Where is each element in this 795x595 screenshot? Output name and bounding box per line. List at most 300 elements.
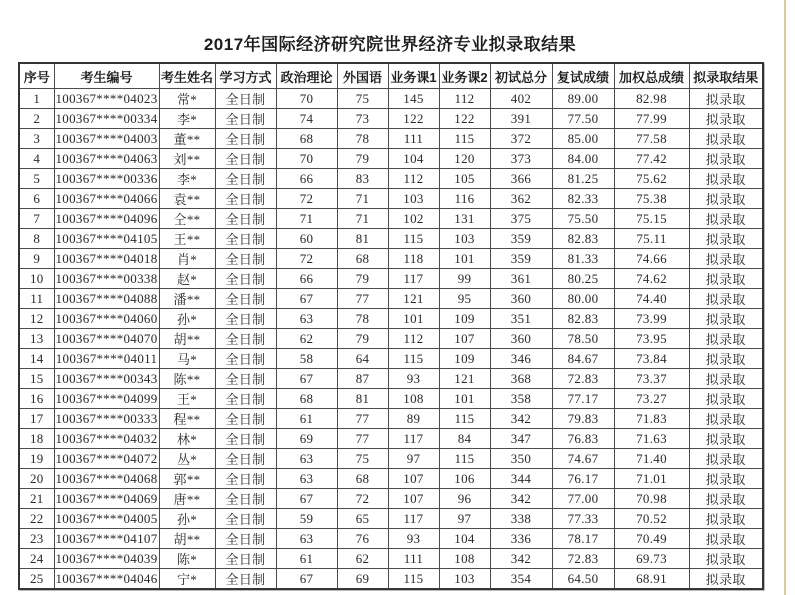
table-cell: 82.33 xyxy=(552,189,614,209)
table-cell: 100367****04070 xyxy=(54,329,159,349)
table-row xyxy=(19,129,763,149)
table-cell: 117 xyxy=(388,269,439,289)
table-cell: 108 xyxy=(439,549,490,569)
table-cell: 拟录取 xyxy=(689,529,763,549)
table-cell: 73.99 xyxy=(614,309,689,329)
table-cell: 78 xyxy=(337,309,388,329)
table-cell: 107 xyxy=(439,329,490,349)
table-cell: 李* xyxy=(159,169,215,189)
table-cell: 342 xyxy=(490,489,552,509)
table-cell: 潘** xyxy=(159,289,215,309)
table-row xyxy=(19,349,763,369)
table-cell: 391 xyxy=(490,109,552,129)
table-row xyxy=(19,149,763,169)
table-cell: 108 xyxy=(388,389,439,409)
table-row xyxy=(19,549,763,569)
table-cell: 361 xyxy=(490,269,552,289)
table-cell: 100367****04018 xyxy=(54,249,159,269)
table-cell: 115 xyxy=(388,229,439,249)
table-cell: 拟录取 xyxy=(689,469,763,489)
table-cell: 11 xyxy=(19,289,54,309)
table-cell: 100367****00343 xyxy=(54,369,159,389)
table-cell: 77.17 xyxy=(552,389,614,409)
table-cell: 拟录取 xyxy=(689,229,763,249)
table-cell: 17 xyxy=(19,409,54,429)
table-cell: 全日制 xyxy=(215,569,276,590)
column-header: 考生编号 xyxy=(54,63,159,89)
table-cell: 100367****04060 xyxy=(54,309,159,329)
table-cell: 100367****00338 xyxy=(54,269,159,289)
table-cell: 115 xyxy=(439,409,490,429)
table-cell: 68 xyxy=(337,249,388,269)
table-cell: 63 xyxy=(276,469,337,489)
table-cell: 常* xyxy=(159,89,215,109)
table-row xyxy=(19,109,763,129)
table-cell: 58 xyxy=(276,349,337,369)
table-cell: 1 xyxy=(19,89,54,109)
table-cell: 70 xyxy=(276,89,337,109)
table-cell: 82.83 xyxy=(552,309,614,329)
table-cell: 72 xyxy=(276,249,337,269)
table-row xyxy=(19,469,763,489)
table-cell: 67 xyxy=(276,289,337,309)
table-cell: 拟录取 xyxy=(689,329,763,349)
table-cell: 69.73 xyxy=(614,549,689,569)
column-header: 考生姓名 xyxy=(159,63,215,89)
table-cell: 全日制 xyxy=(215,269,276,289)
table-cell: 78.17 xyxy=(552,529,614,549)
table-cell: 75.62 xyxy=(614,169,689,189)
table-cell: 宁* xyxy=(159,569,215,590)
table-cell: 拟录取 xyxy=(689,109,763,129)
table-cell: 112 xyxy=(388,169,439,189)
table-cell: 373 xyxy=(490,149,552,169)
table-cell: 78 xyxy=(337,129,388,149)
table-cell: 111 xyxy=(388,549,439,569)
table-cell: 李* xyxy=(159,109,215,129)
table-row xyxy=(19,209,763,229)
table-cell: 71.83 xyxy=(614,409,689,429)
table-cell: 100367****04068 xyxy=(54,469,159,489)
table-cell: 121 xyxy=(439,369,490,389)
table-cell: 13 xyxy=(19,329,54,349)
table-cell: 84.00 xyxy=(552,149,614,169)
table-cell: 100367****04099 xyxy=(54,389,159,409)
table-cell: 145 xyxy=(388,89,439,109)
table-cell: 358 xyxy=(490,389,552,409)
table-cell: 69 xyxy=(276,429,337,449)
table-cell: 354 xyxy=(490,569,552,590)
page-title: 2017年国际经济研究院世界经济专业拟录取结果 xyxy=(203,35,577,54)
table-cell: 全日制 xyxy=(215,189,276,209)
table-cell: 全日制 xyxy=(215,449,276,469)
table-cell: 73.37 xyxy=(614,369,689,389)
table-cell: 100367****04088 xyxy=(54,289,159,309)
table-cell: 71 xyxy=(337,209,388,229)
table-cell: 全日制 xyxy=(215,209,276,229)
table-cell: 拟录取 xyxy=(689,449,763,469)
table-cell: 347 xyxy=(490,429,552,449)
column-header: 加权总成绩 xyxy=(614,63,689,89)
table-cell: 拟录取 xyxy=(689,569,763,590)
table-cell: 68 xyxy=(337,469,388,489)
table-cell: 75.38 xyxy=(614,189,689,209)
table-cell: 346 xyxy=(490,349,552,369)
table-cell: 93 xyxy=(388,369,439,389)
table-cell: 120 xyxy=(439,149,490,169)
table-cell: 拟录取 xyxy=(689,209,763,229)
table-cell: 100367****04011 xyxy=(54,349,159,369)
table-cell: 100367****04072 xyxy=(54,449,159,469)
header-row xyxy=(19,63,763,89)
table-cell: 全日制 xyxy=(215,369,276,389)
table-cell: 全日制 xyxy=(215,429,276,449)
table-cell: 72 xyxy=(337,489,388,509)
table-cell: 程** xyxy=(159,409,215,429)
table-cell: 全日制 xyxy=(215,109,276,129)
table-cell: 胡** xyxy=(159,329,215,349)
table-row xyxy=(19,329,763,349)
table-cell: 全日制 xyxy=(215,509,276,529)
table-cell: 95 xyxy=(439,289,490,309)
table-cell: 全日制 xyxy=(215,409,276,429)
table-cell: 62 xyxy=(337,549,388,569)
table-cell: 89 xyxy=(388,409,439,429)
table-cell: 342 xyxy=(490,409,552,429)
table-cell: 2 xyxy=(19,109,54,129)
table-cell: 5 xyxy=(19,169,54,189)
table-cell: 117 xyxy=(388,509,439,529)
table-cell: 74.40 xyxy=(614,289,689,309)
table-cell: 360 xyxy=(490,329,552,349)
table-cell: 72.83 xyxy=(552,549,614,569)
table-cell: 59 xyxy=(276,509,337,529)
table-cell: 77.42 xyxy=(614,149,689,169)
table-cell: 81.33 xyxy=(552,249,614,269)
table-cell: 拟录取 xyxy=(689,509,763,529)
table-cell: 董** xyxy=(159,129,215,149)
table-cell: 80.25 xyxy=(552,269,614,289)
table-cell: 100367****04023 xyxy=(54,89,159,109)
table-cell: 10 xyxy=(19,269,54,289)
table-cell: 78.50 xyxy=(552,329,614,349)
table-cell: 76.17 xyxy=(552,469,614,489)
table-cell: 66 xyxy=(276,169,337,189)
table-cell: 100367****04069 xyxy=(54,489,159,509)
table-cell: 101 xyxy=(388,309,439,329)
column-header: 业务课2 xyxy=(439,63,490,89)
table-cell: 68.91 xyxy=(614,569,689,590)
table-cell: 72 xyxy=(276,189,337,209)
table-cell: 15 xyxy=(19,369,54,389)
table-cell: 107 xyxy=(388,469,439,489)
table-cell: 77.50 xyxy=(552,109,614,129)
table-row xyxy=(19,229,763,249)
table-cell: 6 xyxy=(19,189,54,209)
table-cell: 97 xyxy=(439,509,490,529)
table-cell: 104 xyxy=(388,149,439,169)
table-row xyxy=(19,189,763,209)
table-cell: 375 xyxy=(490,209,552,229)
table-cell: 王** xyxy=(159,229,215,249)
table-row xyxy=(19,449,763,469)
table-cell: 117 xyxy=(388,429,439,449)
table-cell: 丛* xyxy=(159,449,215,469)
table-cell: 100367****04105 xyxy=(54,229,159,249)
table-cell: 全日制 xyxy=(215,169,276,189)
table-cell: 115 xyxy=(439,129,490,149)
table-cell: 67 xyxy=(276,569,337,590)
table-cell: 拟录取 xyxy=(689,189,763,209)
table-cell: 89.00 xyxy=(552,89,614,109)
table-cell: 112 xyxy=(388,329,439,349)
table-cell: 赵* xyxy=(159,269,215,289)
table-row xyxy=(19,269,763,289)
table-cell: 拟录取 xyxy=(689,89,763,109)
table-cell: 344 xyxy=(490,469,552,489)
column-header: 初试总分 xyxy=(490,63,552,89)
table-cell: 97 xyxy=(388,449,439,469)
table-cell: 100367****00334 xyxy=(54,109,159,129)
table-cell: 115 xyxy=(388,349,439,369)
table-cell: 100367****04005 xyxy=(54,509,159,529)
table-cell: 368 xyxy=(490,369,552,389)
table-row xyxy=(19,569,763,590)
table-cell: 70.49 xyxy=(614,529,689,549)
table-cell: 76 xyxy=(337,529,388,549)
table-cell: 21 xyxy=(19,489,54,509)
table-cell: 372 xyxy=(490,129,552,149)
table-cell: 68 xyxy=(276,389,337,409)
table-cell: 64.50 xyxy=(552,569,614,590)
table-cell: 16 xyxy=(19,389,54,409)
table-cell: 122 xyxy=(388,109,439,129)
table-body xyxy=(19,89,763,590)
table-cell: 73 xyxy=(337,109,388,129)
table-cell: 肖* xyxy=(159,249,215,269)
table-cell: 70.52 xyxy=(614,509,689,529)
table-cell: 359 xyxy=(490,249,552,269)
table-row xyxy=(19,489,763,509)
table-cell: 85.00 xyxy=(552,129,614,149)
table-cell: 103 xyxy=(439,229,490,249)
table-cell: 103 xyxy=(388,189,439,209)
table-cell: 孙* xyxy=(159,509,215,529)
table-cell: 87 xyxy=(337,369,388,389)
table-cell: 74 xyxy=(276,109,337,129)
table-row xyxy=(19,409,763,429)
table-cell: 76.83 xyxy=(552,429,614,449)
table-cell: 拟录取 xyxy=(689,309,763,329)
table-cell: 100367****00333 xyxy=(54,409,159,429)
table-cell: 77.99 xyxy=(614,109,689,129)
table-cell: 70 xyxy=(276,149,337,169)
table-row xyxy=(19,369,763,389)
table-cell: 62 xyxy=(276,329,337,349)
table-cell: 60 xyxy=(276,229,337,249)
table-cell: 全日制 xyxy=(215,549,276,569)
table-cell: 100367****04063 xyxy=(54,149,159,169)
table-cell: 61 xyxy=(276,409,337,429)
table-cell: 4 xyxy=(19,149,54,169)
table-cell: 全日制 xyxy=(215,349,276,369)
table-cell: 80.00 xyxy=(552,289,614,309)
table-cell: 73.27 xyxy=(614,389,689,409)
table-cell: 拟录取 xyxy=(689,129,763,149)
table-cell: 71 xyxy=(337,189,388,209)
table-cell: 77 xyxy=(337,409,388,429)
results-table xyxy=(18,62,764,590)
table-cell: 360 xyxy=(490,289,552,309)
table-cell: 拟录取 xyxy=(689,269,763,289)
table-cell: 116 xyxy=(439,189,490,209)
table-cell: 12 xyxy=(19,309,54,329)
column-header: 学习方式 xyxy=(215,63,276,89)
table-cell: 67 xyxy=(276,369,337,389)
table-cell: 111 xyxy=(388,129,439,149)
table-cell: 63 xyxy=(276,309,337,329)
table-cell: 105 xyxy=(439,169,490,189)
table-cell: 100367****04107 xyxy=(54,529,159,549)
table-cell: 104 xyxy=(439,529,490,549)
table-cell: 全日制 xyxy=(215,249,276,269)
table-cell: 79 xyxy=(337,269,388,289)
table-cell: 100367****00336 xyxy=(54,169,159,189)
table-cell: 121 xyxy=(388,289,439,309)
table-row xyxy=(19,389,763,409)
table-cell: 75 xyxy=(337,89,388,109)
table-cell: 袁** xyxy=(159,189,215,209)
table-cell: 73.95 xyxy=(614,329,689,349)
table-cell: 71 xyxy=(276,209,337,229)
table-cell: 61 xyxy=(276,549,337,569)
table-cell: 118 xyxy=(388,249,439,269)
table-cell: 全日制 xyxy=(215,289,276,309)
table-cell: 402 xyxy=(490,89,552,109)
table-cell: 拟录取 xyxy=(689,149,763,169)
table-cell: 20 xyxy=(19,469,54,489)
table-cell: 366 xyxy=(490,169,552,189)
table-cell: 70.98 xyxy=(614,489,689,509)
table-cell: 79.83 xyxy=(552,409,614,429)
table-cell: 19 xyxy=(19,449,54,469)
table-cell: 仝** xyxy=(159,209,215,229)
table-cell: 77.58 xyxy=(614,129,689,149)
table-cell: 全日制 xyxy=(215,469,276,489)
table-cell: 全日制 xyxy=(215,149,276,169)
table-row xyxy=(19,429,763,449)
table-cell: 81.25 xyxy=(552,169,614,189)
table-cell: 68 xyxy=(276,129,337,149)
table-cell: 77 xyxy=(337,289,388,309)
table-cell: 350 xyxy=(490,449,552,469)
table-cell: 82.98 xyxy=(614,89,689,109)
table-row xyxy=(19,169,763,189)
table-cell: 63 xyxy=(276,449,337,469)
column-header: 业务课1 xyxy=(388,63,439,89)
table-cell: 刘** xyxy=(159,149,215,169)
table-cell: 拟录取 xyxy=(689,289,763,309)
table-cell: 81 xyxy=(337,229,388,249)
table-cell: 338 xyxy=(490,509,552,529)
table-cell: 74.62 xyxy=(614,269,689,289)
table-cell: 79 xyxy=(337,149,388,169)
table-cell: 全日制 xyxy=(215,529,276,549)
table-cell: 全日制 xyxy=(215,309,276,329)
table-cell: 75.50 xyxy=(552,209,614,229)
table-cell: 王* xyxy=(159,389,215,409)
table-cell: 96 xyxy=(439,489,490,509)
table-cell: 拟录取 xyxy=(689,549,763,569)
table-cell: 100367****04032 xyxy=(54,429,159,449)
table-cell: 351 xyxy=(490,309,552,329)
table-cell: 99 xyxy=(439,269,490,289)
table-cell: 100367****04003 xyxy=(54,129,159,149)
table-cell: 362 xyxy=(490,189,552,209)
table-cell: 陈* xyxy=(159,549,215,569)
table-cell: 拟录取 xyxy=(689,429,763,449)
table-row xyxy=(19,249,763,269)
table-row xyxy=(19,309,763,329)
table-row xyxy=(19,289,763,309)
table-cell: 林* xyxy=(159,429,215,449)
page-edge-divider xyxy=(784,0,786,595)
table-cell: 101 xyxy=(439,389,490,409)
table-cell: 112 xyxy=(439,89,490,109)
table-cell: 全日制 xyxy=(215,229,276,249)
table-cell: 25 xyxy=(19,569,54,590)
table-cell: 75.11 xyxy=(614,229,689,249)
column-header: 拟录取结果 xyxy=(689,63,763,89)
table-cell: 拟录取 xyxy=(689,389,763,409)
column-header: 外国语 xyxy=(337,63,388,89)
table-cell: 24 xyxy=(19,549,54,569)
table-cell: 8 xyxy=(19,229,54,249)
table-cell: 336 xyxy=(490,529,552,549)
table-cell: 115 xyxy=(388,569,439,590)
table-cell: 7 xyxy=(19,209,54,229)
table-cell: 66 xyxy=(276,269,337,289)
table-cell: 74.66 xyxy=(614,249,689,269)
table-cell: 77.00 xyxy=(552,489,614,509)
table-cell: 63 xyxy=(276,529,337,549)
table-cell: 73.84 xyxy=(614,349,689,369)
table-cell: 全日制 xyxy=(215,89,276,109)
table-row xyxy=(19,509,763,529)
table-cell: 拟录取 xyxy=(689,489,763,509)
table-cell: 拟录取 xyxy=(689,409,763,429)
table-cell: 101 xyxy=(439,249,490,269)
table-cell: 109 xyxy=(439,349,490,369)
table-cell: 全日制 xyxy=(215,129,276,149)
table-cell: 全日制 xyxy=(215,329,276,349)
table-cell: 74.67 xyxy=(552,449,614,469)
table-cell: 109 xyxy=(439,309,490,329)
table-cell: 陈** xyxy=(159,369,215,389)
table-cell: 全日制 xyxy=(215,389,276,409)
table-cell: 拟录取 xyxy=(689,169,763,189)
table-cell: 胡** xyxy=(159,529,215,549)
table-cell: 唐** xyxy=(159,489,215,509)
table-row xyxy=(19,529,763,549)
column-header: 序号 xyxy=(19,63,54,89)
table-cell: 18 xyxy=(19,429,54,449)
table-cell: 69 xyxy=(337,569,388,590)
table-cell: 93 xyxy=(388,529,439,549)
table-cell: 22 xyxy=(19,509,54,529)
column-header: 政治理论 xyxy=(276,63,337,89)
table-cell: 全日制 xyxy=(215,489,276,509)
